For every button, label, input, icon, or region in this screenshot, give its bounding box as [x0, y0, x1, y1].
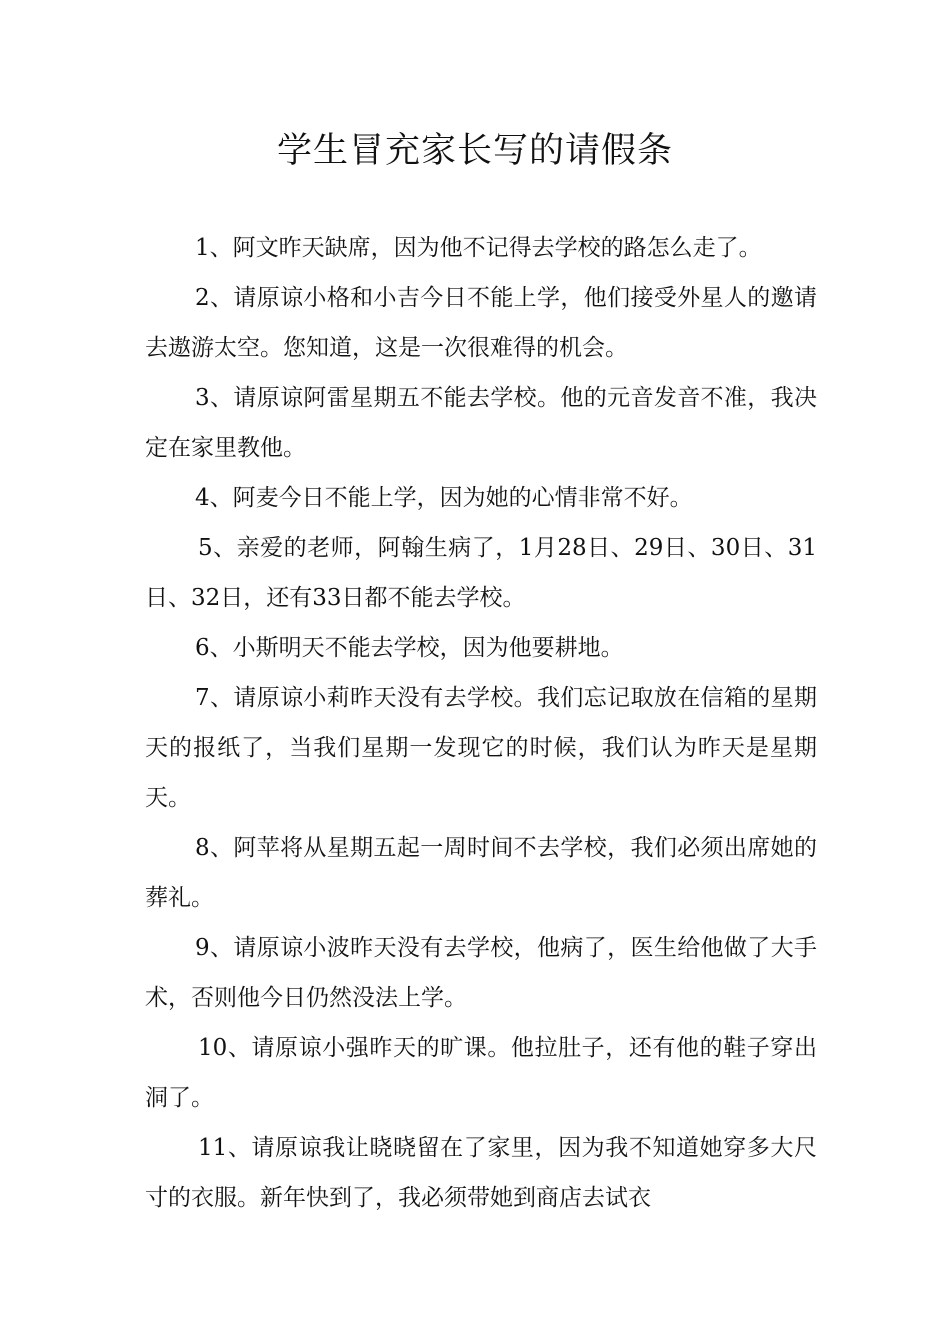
document-body	[145, 223, 817, 1223]
paragraph-9: 9、请原谅小波昨天没有去学校，他病了，医生给他做了大手术，否则他今日仍然没法上学。	[145, 935, 817, 1011]
paragraph-11: 11、请原谅我让晓晓留在了家里，因为我不知道她穿多大尺寸的衣服。新年快到了，我必须带她到商店去试衣	[145, 1135, 817, 1211]
paragraph-4: 4、阿麦今日不能上学，因为她的心情非常不好。	[195, 485, 693, 511]
paragraph-8: 8、阿苹将从星期五起一周时间不去学校，我们必须出席她的葬礼。	[145, 835, 817, 911]
paragraph-3: 3、请原谅阿雷星期五不能去学校。他的元音发音不准，我决定在家里教他。	[145, 385, 817, 461]
paragraph-10: 10、请原谅小强昨天的旷课。他拉肚子，还有他的鞋子穿出洞了。	[145, 1035, 817, 1111]
paragraph-2: 2、请原谅小格和小吉今日不能上学，他们接受外星人的邀请去遨游太空。您知道，这是一次很难得的机会。	[145, 285, 817, 361]
document-title: 学生冒充家长写的请假条	[276, 131, 673, 171]
paragraph-6: 6、小斯明天不能去学校，因为他要耕地。	[195, 635, 624, 661]
paragraph-7: 7、请原谅小莉昨天没有去学校。我们忘记取放在信箱的星期天的报纸了，当我们星期一发现它的时候，我们认为昨天是星期天。	[145, 685, 817, 811]
paragraph-1: 1、阿文昨天缺席，因为他不记得去学校的路怎么走了。	[195, 235, 762, 261]
paragraph-5: 5、亲爱的老师，阿翰生病了，1月28日、29日、30日、31日、32日，还有33日都不能去学校。	[145, 535, 817, 611]
